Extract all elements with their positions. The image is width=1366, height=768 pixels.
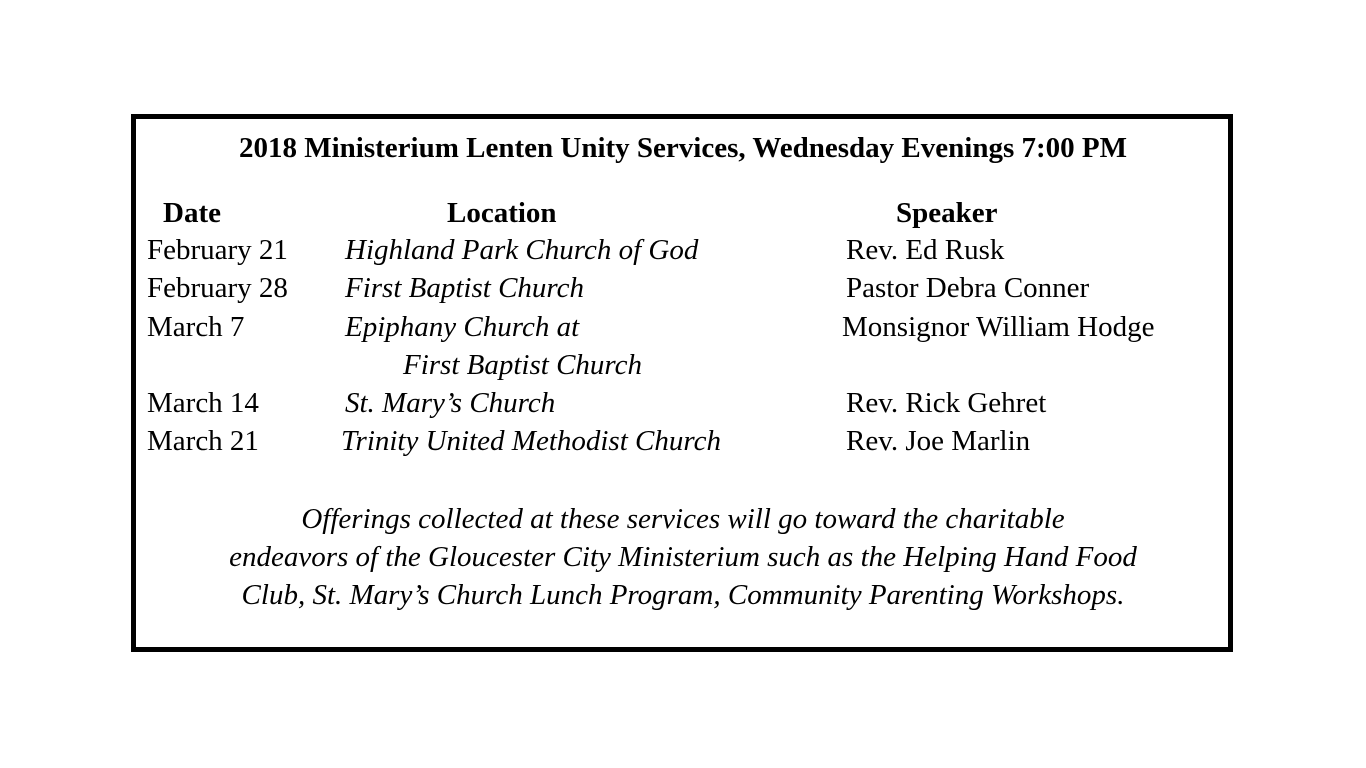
row-speaker: Rev. Rick Gehret: [846, 387, 1047, 419]
row-speaker: Rev. Joe Marlin: [846, 425, 1031, 457]
row-date: February 28: [147, 272, 288, 304]
row-location: First Baptist Church: [345, 272, 584, 304]
row-speaker: Monsignor William Hodge: [842, 311, 1155, 343]
date-column-header: Date: [163, 197, 221, 229]
row-location: St. Mary’s Church: [345, 387, 556, 419]
row-speaker: Rev. Ed Rusk: [846, 234, 1005, 266]
page-title: 2018 Ministerium Lenten Unity Services, Wednesday Evenings 7:00 PM: [239, 132, 1127, 164]
location-column-header: Location: [447, 197, 557, 229]
row-date: March 14: [147, 387, 259, 419]
row-speaker: Pastor Debra Conner: [846, 272, 1090, 304]
note-line: Offerings collected at these services will go toward the charitable: [301, 503, 1065, 535]
note-line: endeavors of the Gloucester City Ministerium such as the Helping Hand Food: [229, 541, 1137, 573]
row-location: Highland Park Church of God: [345, 234, 699, 266]
row-date: February 21: [147, 234, 288, 266]
row-location: Trinity United Methodist Church: [341, 425, 721, 457]
row-location: Epiphany Church at: [345, 311, 580, 343]
speaker-column-header: Speaker: [896, 197, 998, 229]
note-line: Club, St. Mary’s Church Lunch Program, Community Parenting Workshops.: [241, 579, 1125, 611]
row-location-continued: First Baptist Church: [403, 349, 642, 381]
row-date: March 7: [147, 311, 245, 343]
offerings-note: [0, 500, 1366, 614]
row-date: March 21: [147, 425, 259, 457]
